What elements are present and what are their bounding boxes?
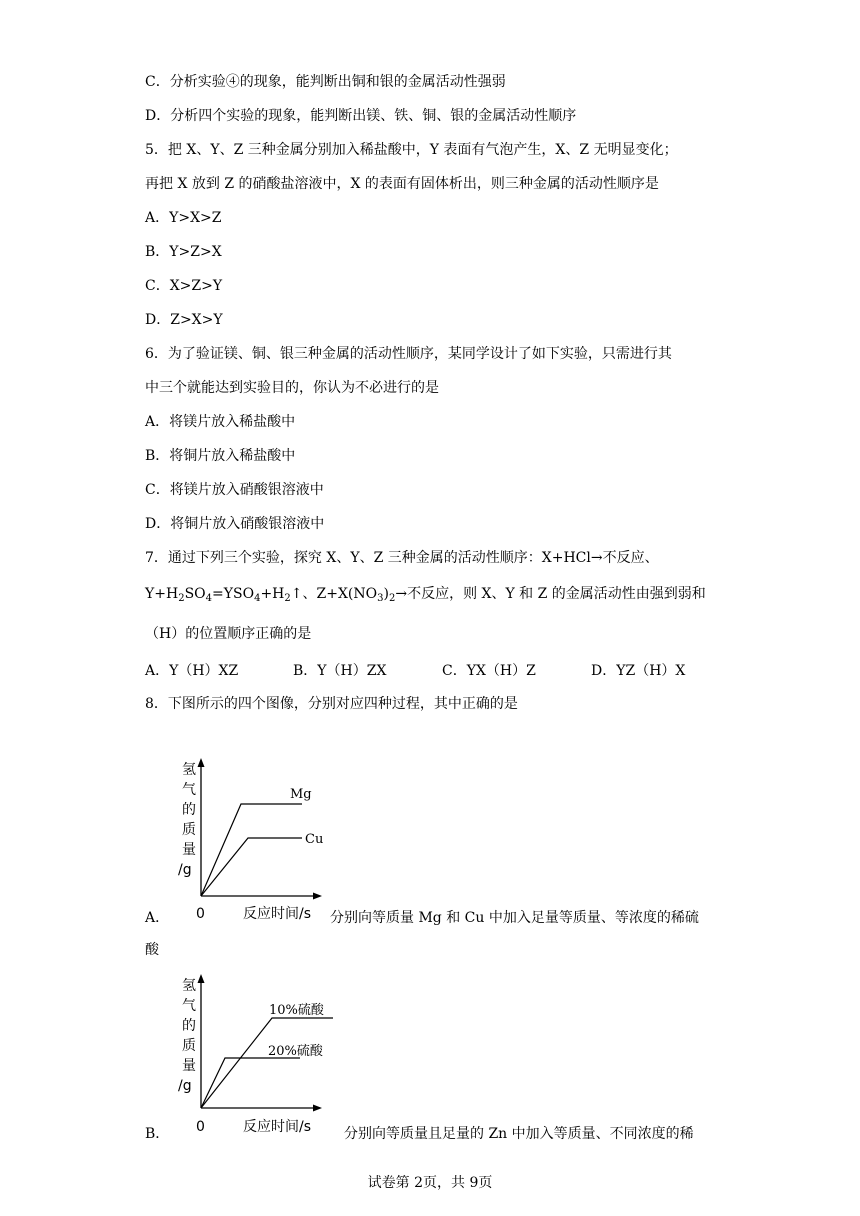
q8-option-a-label: A．	[145, 910, 170, 926]
q7-eq-part: →不反应，则 X、Y 和 Z 的金属活动性由强到弱和	[395, 586, 706, 602]
q5-option-a: A．Y>X>Z	[145, 210, 222, 226]
q7-eq-part: Y+H	[145, 586, 179, 602]
y-axis-label: 质	[182, 822, 196, 838]
y-axis-label: 质	[182, 1038, 196, 1054]
option-c-prev: C．分析实验④的现象，能判断出铜和银的金属活动性强弱	[145, 74, 506, 90]
subscript: 2	[178, 593, 185, 604]
q8-option-b-text: 分别向等质量且足量的 Zn 中加入等质量、不同浓度的稀	[344, 1126, 694, 1142]
q6-stem-1: 6．为了验证镁、铜、银三种金属的活动性顺序，某同学设计了如下实验，只需进行其	[145, 346, 672, 362]
q7-eq-part: )	[383, 586, 389, 602]
y-axis-label: 量	[182, 842, 196, 858]
origin-label: 0	[196, 906, 205, 922]
page-footer: 试卷第 2页，共 9页	[367, 1175, 493, 1191]
y-axis-label: 氢	[182, 762, 196, 778]
series-mg-label: Mg	[290, 787, 312, 802]
y-axis-label: 的	[182, 802, 196, 818]
q5-option-c: C．X>Z>Y	[145, 278, 223, 294]
subscript: 4	[205, 593, 213, 604]
graph-a	[168, 756, 328, 926]
q7-option-d: D．YZ（H）X	[591, 663, 686, 679]
series-mg-line	[201, 804, 302, 896]
q8-option-b-label: B．	[145, 1126, 170, 1142]
subscript: 2	[388, 593, 396, 604]
y-axis-label: /g	[178, 862, 192, 878]
q6-option-d: D．将铜片放入硝酸银溶液中	[145, 516, 325, 532]
q5-stem-2: 再把 X 放到 Z 的硝酸盐溶液中，X 的表面有固体析出，则三种金属的活动性顺序是	[145, 176, 659, 192]
q5-option-d: D．Z>X>Y	[145, 312, 223, 328]
series-20pct-label: 20%硫酸	[268, 1044, 323, 1059]
option-d-prev: D．分析四个实验的现象，能判断出镁、铁、铜、银的金属活动性顺序	[145, 108, 577, 124]
q7-stem-1: 7．通过下列三个实验，探究 X、Y、Z 三种金属的活动性顺序：X+HCl→不反应、	[145, 550, 659, 566]
subscript: 2	[284, 593, 291, 604]
q7-stem-2	[145, 584, 706, 609]
subscript: 3	[377, 593, 384, 604]
q8-option-a-text-2: 酸	[145, 942, 159, 958]
q7-eq-part: ↑、Z+X(NO	[290, 586, 378, 602]
y-axis-label: 气	[182, 998, 196, 1014]
y-axis-label: 氢	[182, 978, 196, 994]
q7-eq-part: SO	[184, 586, 206, 602]
q7-option-b: B．Y（H）ZX	[293, 663, 387, 679]
q6-option-b: B．将铜片放入稀盐酸中	[145, 448, 296, 464]
q8-option-a-text: 分别向等质量 Mg 和 Cu 中加入足量等质量、等浓度的稀硫	[330, 910, 699, 926]
x-axis-label: 反应时间/s	[243, 906, 312, 922]
y-axis-label: 量	[182, 1058, 196, 1074]
x-axis-arrow	[313, 1105, 322, 1112]
origin-label: 0	[196, 1119, 205, 1135]
q7-option-c: C．YX（H）Z	[442, 663, 536, 679]
q7-eq-part: =YSO	[212, 586, 255, 602]
q6-stem-2: 中三个就能达到实验目的，你认为不必进行的是	[145, 380, 439, 396]
series-20pct-line	[201, 1058, 300, 1108]
q6-option-a: A．将镁片放入稀盐酸中	[145, 414, 296, 430]
y-axis-label: /g	[178, 1078, 192, 1094]
x-axis-label: 反应时间/s	[243, 1119, 312, 1135]
q5-option-b: B．Y>Z>X	[145, 244, 222, 260]
series-10pct-line	[201, 1018, 333, 1108]
y-axis-label: 气	[182, 782, 196, 798]
q7-eq-part: +H	[260, 586, 285, 602]
series-10pct-label: 10%硫酸	[269, 1003, 324, 1018]
y-axis-arrow	[198, 758, 205, 767]
q7-option-a: A．Y（H）XZ	[145, 663, 239, 679]
q6-option-c: C．将镁片放入硝酸银溶液中	[145, 482, 324, 498]
q7-stem-3: （H）的位置顺序正确的是	[145, 626, 312, 642]
series-cu-line	[201, 838, 302, 896]
q5-stem-1: 5．把 X、Y、Z 三种金属分别加入稀盐酸中，Y 表面有气泡产生，X、Z 无明显变化；	[145, 142, 678, 158]
graph-b	[168, 972, 348, 1142]
y-axis-arrow	[198, 974, 205, 983]
y-axis-label: 的	[182, 1018, 196, 1034]
subscript: 4	[254, 593, 261, 604]
series-cu-label: Cu	[305, 832, 324, 847]
x-axis-arrow	[313, 893, 322, 900]
q8-stem: 8．下图所示的四个图像，分别对应四种过程，其中正确的是	[145, 696, 518, 712]
